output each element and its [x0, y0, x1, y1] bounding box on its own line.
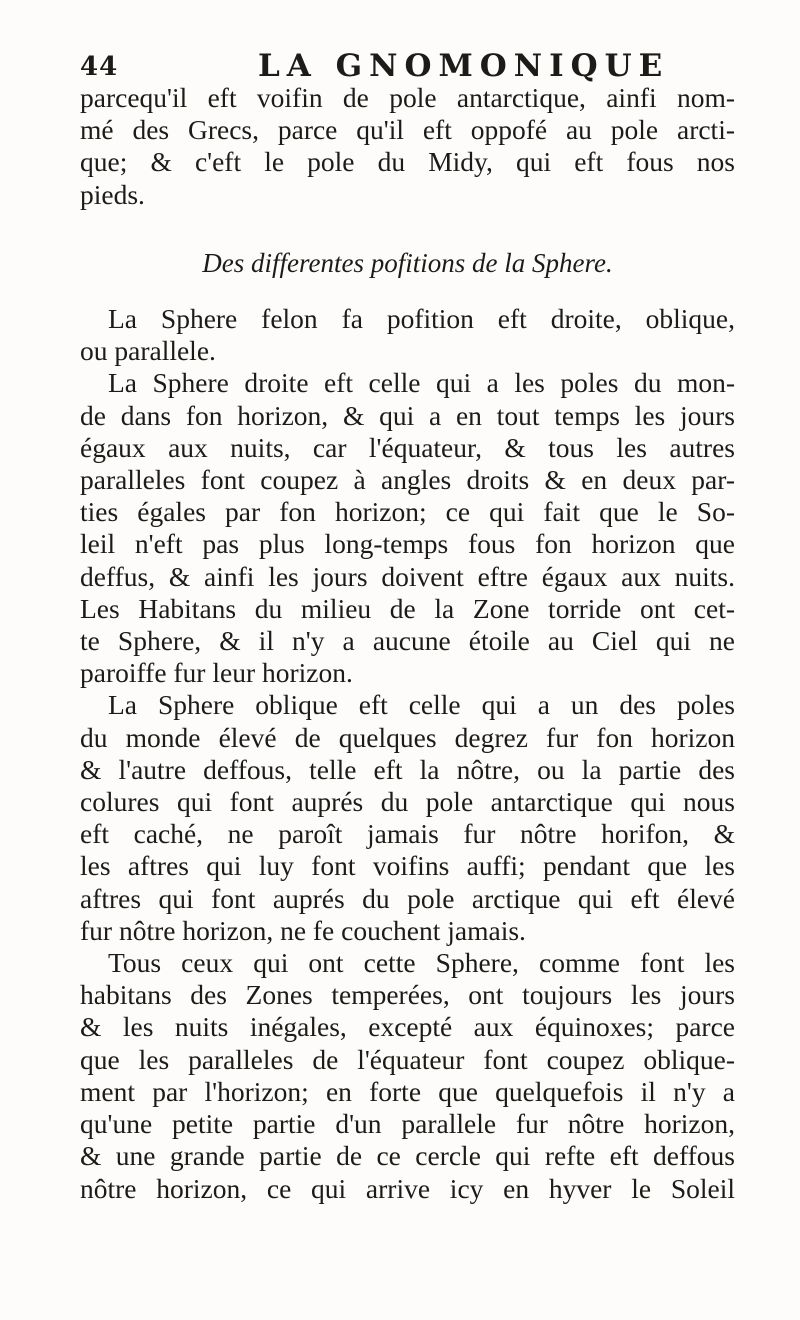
text-line: ou parallele.	[80, 335, 216, 367]
text-line: que les paralleles de l'équateur font coupez oblique-	[80, 1043, 735, 1075]
text-line: colures qui font auprés du pole antarctique qui nous	[80, 786, 735, 818]
paragraph-sphere-oblique	[80, 689, 735, 947]
paragraph-positions	[80, 303, 735, 367]
body-text	[80, 82, 735, 1205]
text-line: deffus, & ainfi les jours doivent eftre égaux aux nuits.	[80, 560, 735, 592]
text-line: eft caché, ne paroît jamais fur nôtre horifon, &	[80, 818, 735, 850]
text-line: de dans fon horizon, & qui a en tout temps les jours	[80, 399, 735, 431]
text-line: La Sphere felon fa pofition eft droite, oblique,	[108, 303, 735, 335]
text-line: ment par l'horizon; en forte que quelquefois il n'y a	[80, 1075, 735, 1107]
text-line: paralleles font coupez à angles droits & en deux par-	[80, 464, 735, 496]
text-line: te Sphere, & il n'y a aucune étoile au Ciel qui ne	[80, 625, 735, 657]
section-title: Des differentes pofitions de la Sphere.	[202, 247, 613, 278]
text-line: & les nuits inégales, excepté aux équinoxes; parce	[80, 1011, 735, 1043]
paragraph-habitants	[80, 947, 735, 1205]
text-line: leil n'eft pas plus long-temps fous fon horizon que	[80, 528, 735, 560]
text-line: La Sphere oblique eft celle qui a un des poles	[108, 689, 735, 721]
text-line: qu'une petite partie d'un parallele fur nôtre horizon,	[80, 1108, 735, 1140]
text-line: que; & c'eft le pole du Midy, qui eft fous nos	[80, 146, 735, 178]
text-line: fur nôtre horizon, ne fe couchent jamais.	[80, 914, 526, 946]
text-line: Tous ceux qui ont cette Sphere, comme font les	[108, 947, 735, 979]
running-title: LA GNOMONIQUE	[258, 48, 670, 84]
paragraph-continued	[80, 82, 735, 211]
text-line: & une grande partie de ce cercle qui refte eft deffous	[80, 1140, 735, 1172]
text-line: paroiffe fur leur horizon.	[80, 657, 353, 689]
page-number: 44	[80, 52, 119, 82]
text-line: pieds.	[80, 178, 145, 210]
text-line: égaux aux nuits, car l'équateur, & tous les autres	[80, 431, 735, 463]
text-line: ties égales par fon horizon; ce qui fait que le So-	[80, 496, 735, 528]
text-line: Les Habitans du milieu de la Zone torride ont cet-	[80, 592, 735, 624]
text-line: La Sphere droite eft celle qui a les poles du mon-	[108, 367, 735, 399]
text-line: mé des Grecs, parce qu'il eft oppofé au pole arcti-	[80, 114, 735, 146]
text-line: les aftres qui luy font voifins auffi; pendant que les	[80, 850, 735, 882]
text-line: du monde élevé de quelques degrez fur fon horizon	[80, 721, 735, 753]
text-line: habitans des Zones temperées, ont toujours les jours	[80, 979, 735, 1011]
text-line: nôtre horizon, ce qui arrive icy en hyver le Soleil	[80, 1172, 735, 1204]
text-line: parcequ'il eft voifin de pole antarctique, ainfi nom-	[80, 82, 735, 113]
text-line: & l'autre deffous, telle eft la nôtre, ou la partie des	[80, 753, 735, 785]
text-line: aftres qui font auprés du pole arctique qui eft élevé	[80, 882, 735, 914]
paragraph-sphere-droite	[80, 367, 735, 689]
